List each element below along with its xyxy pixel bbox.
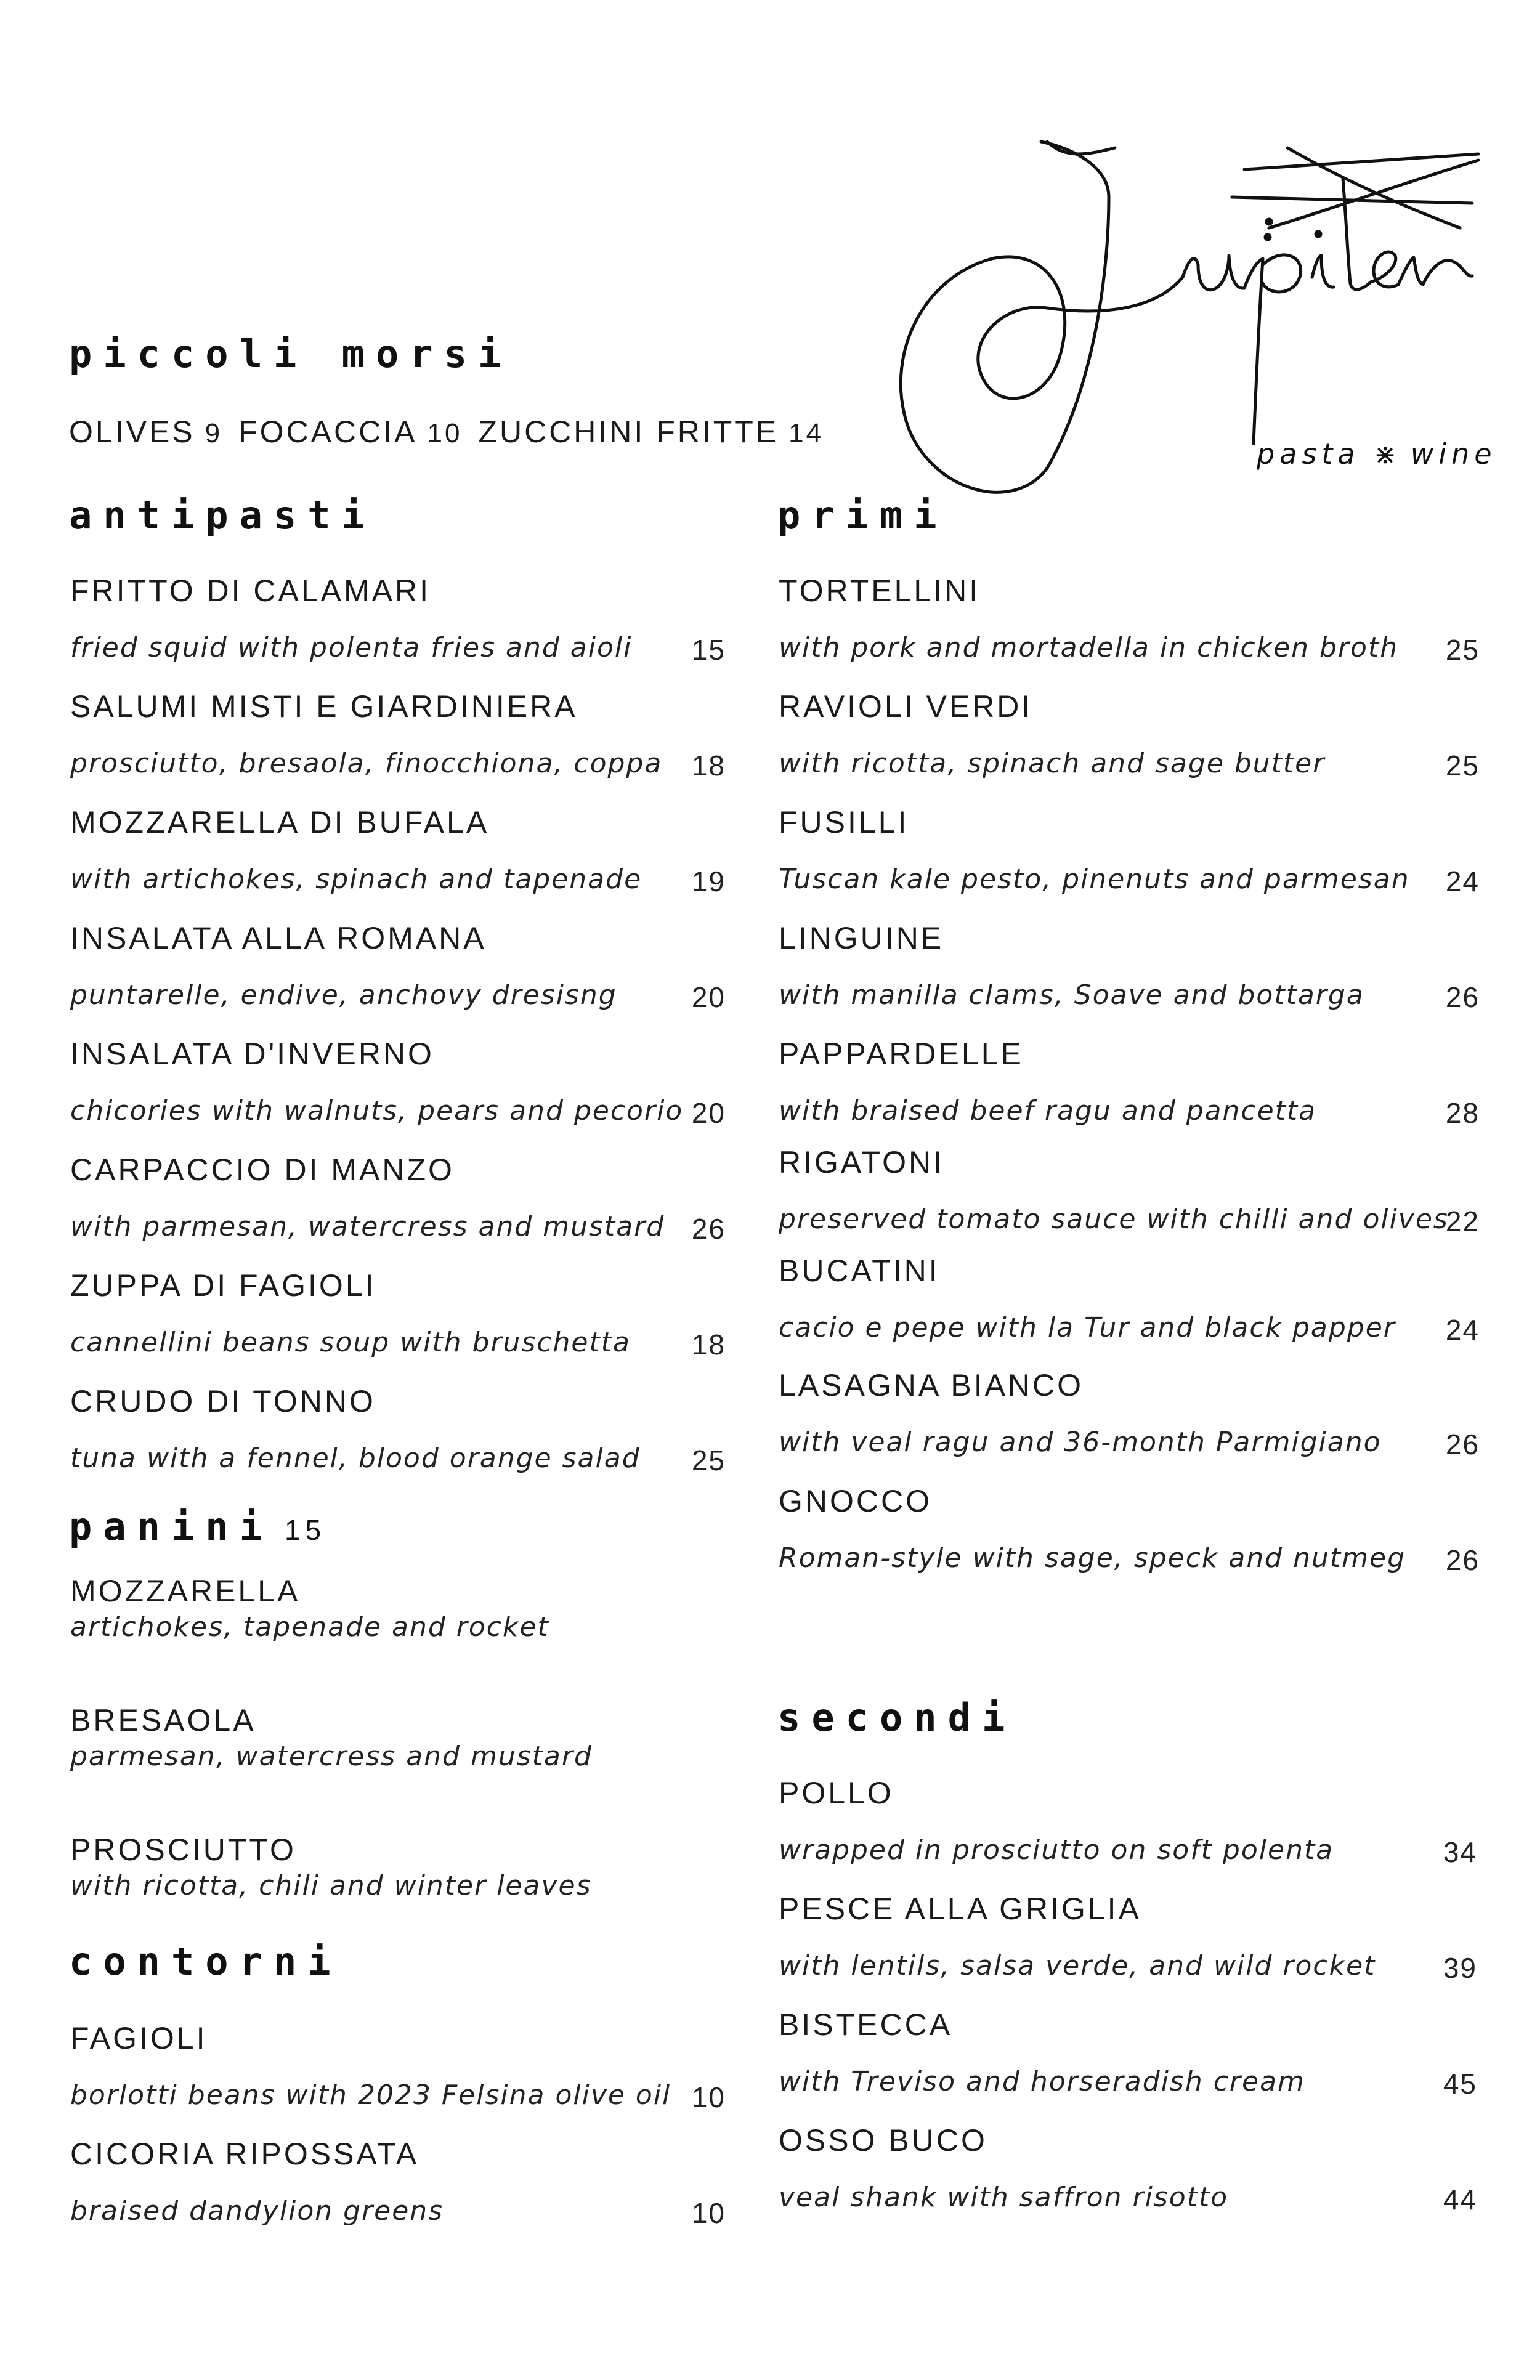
dish-description: braised dandylion greens	[70, 2195, 444, 2227]
dish-description: veal shank with saffron risotto	[779, 2182, 1229, 2213]
dish-price: 26	[1445, 981, 1480, 1013]
dish-description: wrapped in prosciutto on soft polenta	[779, 1834, 1334, 1866]
logo-tagline-wine: wine	[1410, 437, 1497, 471]
dish-description: Roman-style with sage, speck and nutmeg	[779, 1542, 1406, 1574]
dish-price: 26	[1445, 1428, 1480, 1460]
dish-name: PAPPARDELLE	[779, 1037, 1024, 1071]
dish-name: FAGIOLI	[70, 2021, 208, 2055]
dish-price: 18	[691, 1329, 726, 1361]
dish-name: BRESAOLA	[70, 1703, 256, 1738]
dish-name: CICORIA RIPOSSATA	[70, 2137, 419, 2171]
dish-name: POLLO	[779, 1776, 894, 1810]
dish-description: preserved tomato sauce with chilli and olives	[779, 1204, 1449, 1235]
dish-name: PROSCIUTTO	[70, 1832, 296, 1867]
dish-price: 25	[691, 1444, 726, 1476]
dish-description: artichokes, tapenade and rocket	[70, 1611, 549, 1643]
dish-name: PESCE ALLA GRIGLIA	[779, 1892, 1141, 1926]
logo-tagline-pasta: pasta	[1257, 437, 1360, 471]
dish-name: MOZZARELLA DI BUFALA	[70, 805, 490, 840]
dish-description: with ricotta, chili and winter leaves	[70, 1870, 592, 1901]
dish-price: 34	[1443, 1836, 1477, 1868]
dish-price: 44	[1443, 2184, 1477, 2216]
dish-name: TORTELLINI	[779, 573, 981, 608]
dish-price: 20	[691, 1097, 726, 1129]
dish-name: GNOCCO	[779, 1484, 932, 1518]
dish-name: LINGUINE	[779, 921, 944, 955]
dish-name: CARPACCIO DI MANZO	[70, 1152, 455, 1187]
secondi-title: secondi	[777, 1695, 1016, 1740]
dish-description: with ricotta, spinach and sage butter	[779, 748, 1326, 779]
dish-description: Tuscan kale pesto, pinenuts and parmesan	[779, 864, 1410, 895]
piccoli-morsi-list	[69, 414, 824, 450]
dish-name: BUCATINI	[779, 1253, 940, 1288]
dish-description: with Treviso and horseradish cream	[779, 2066, 1305, 2097]
dish-description: cannellini beans soup with bruschetta	[70, 1327, 631, 1358]
dish-description: with manilla clams, Soave and bottarga	[779, 979, 1364, 1011]
piccoli-item-name: OLIVES	[69, 415, 195, 449]
dish-description: tuna with a fennel, blood orange salad	[70, 1443, 641, 1474]
piccoli-morsi-title: piccoli morsi	[69, 331, 513, 376]
dish-name: RIGATONI	[779, 1145, 945, 1180]
dish-price: 15	[691, 634, 726, 666]
dish-description: with veal ragu and 36-month Parmigiano	[779, 1427, 1382, 1458]
dish-name: INSALATA D'INVERNO	[70, 1037, 434, 1071]
dish-description: with lentils, salsa verde, and wild rocket	[779, 1950, 1376, 1981]
dish-name: SALUMI MISTI E GIARDINIERA	[70, 689, 578, 724]
dish-name: LASAGNA BIANCO	[779, 1368, 1084, 1402]
asterisk-icon: ⋇	[1374, 439, 1397, 471]
dish-description: puntarelle, endive, anchovy dresisng	[70, 979, 617, 1011]
dish-price: 26	[691, 1213, 726, 1245]
dish-description: prosciutto, bresaola, finocchiona, coppa	[70, 748, 663, 779]
antipasti-title: antipasti	[69, 493, 376, 538]
dish-price: 25	[1445, 750, 1480, 782]
dish-description: borlotti beans with 2023 Felsina olive oil	[70, 2079, 671, 2111]
panini-title-text: panini	[69, 1504, 274, 1549]
contorni-title: contorni	[69, 1939, 342, 1984]
piccoli-item-name: FOCACCIA	[238, 415, 418, 449]
dish-name: FUSILLI	[779, 805, 909, 840]
dish-description: chicories with walnuts, pears and pecorio	[70, 1095, 684, 1127]
dish-description: fried squid with polenta fries and aioli	[70, 632, 633, 663]
dish-price: 24	[1445, 865, 1480, 897]
dish-price: 18	[691, 750, 726, 782]
dish-description: cacio e pepe with la Tur and black papper	[779, 1312, 1396, 1343]
dish-description: with pork and mortadella in chicken broth	[779, 632, 1399, 663]
piccoli-item-name: ZUCCHINI FRITTE	[478, 415, 779, 449]
dish-price: 28	[1445, 1097, 1480, 1129]
dish-price: 39	[1443, 1952, 1477, 1984]
logo-tagline	[1257, 437, 1497, 471]
dish-name: OSSO BUCO	[779, 2123, 987, 2158]
dish-price: 19	[691, 865, 726, 897]
dish-price: 22	[1445, 1205, 1480, 1237]
piccoli-item-price: 10	[427, 418, 463, 448]
piccoli-item-price: 9	[205, 418, 223, 448]
piccoli-item-price: 14	[788, 418, 824, 448]
dish-name: ZUPPA DI FAGIOLI	[70, 1268, 376, 1303]
dish-description: with braised beef ragu and pancetta	[779, 1095, 1317, 1127]
dish-price: 20	[691, 981, 726, 1013]
dish-description: with parmesan, watercress and mustard	[70, 1211, 665, 1242]
dish-price: 25	[1445, 634, 1480, 666]
dish-price: 26	[1445, 1544, 1480, 1576]
jupiter-logo	[887, 123, 1503, 505]
panini-price: 15	[284, 1514, 326, 1546]
dish-price: 10	[691, 2197, 726, 2229]
dish-price: 10	[691, 2081, 726, 2113]
dish-description: parmesan, watercress and mustard	[70, 1741, 593, 1772]
dish-name: MOZZARELLA	[70, 1574, 301, 1608]
dish-price: 45	[1443, 2068, 1477, 2100]
dish-name: CRUDO DI TONNO	[70, 1384, 376, 1419]
dish-name: FRITTO DI CALAMARI	[70, 573, 431, 608]
panini-title	[69, 1504, 326, 1549]
primi-title: primi	[777, 493, 948, 538]
dish-name: INSALATA ALLA ROMANA	[70, 921, 487, 955]
dish-description: with artichokes, spinach and tapenade	[70, 864, 642, 895]
dish-name: BISTECCA	[779, 2007, 953, 2042]
dish-price: 24	[1445, 1314, 1480, 1346]
dish-name: RAVIOLI VERDI	[779, 689, 1033, 724]
